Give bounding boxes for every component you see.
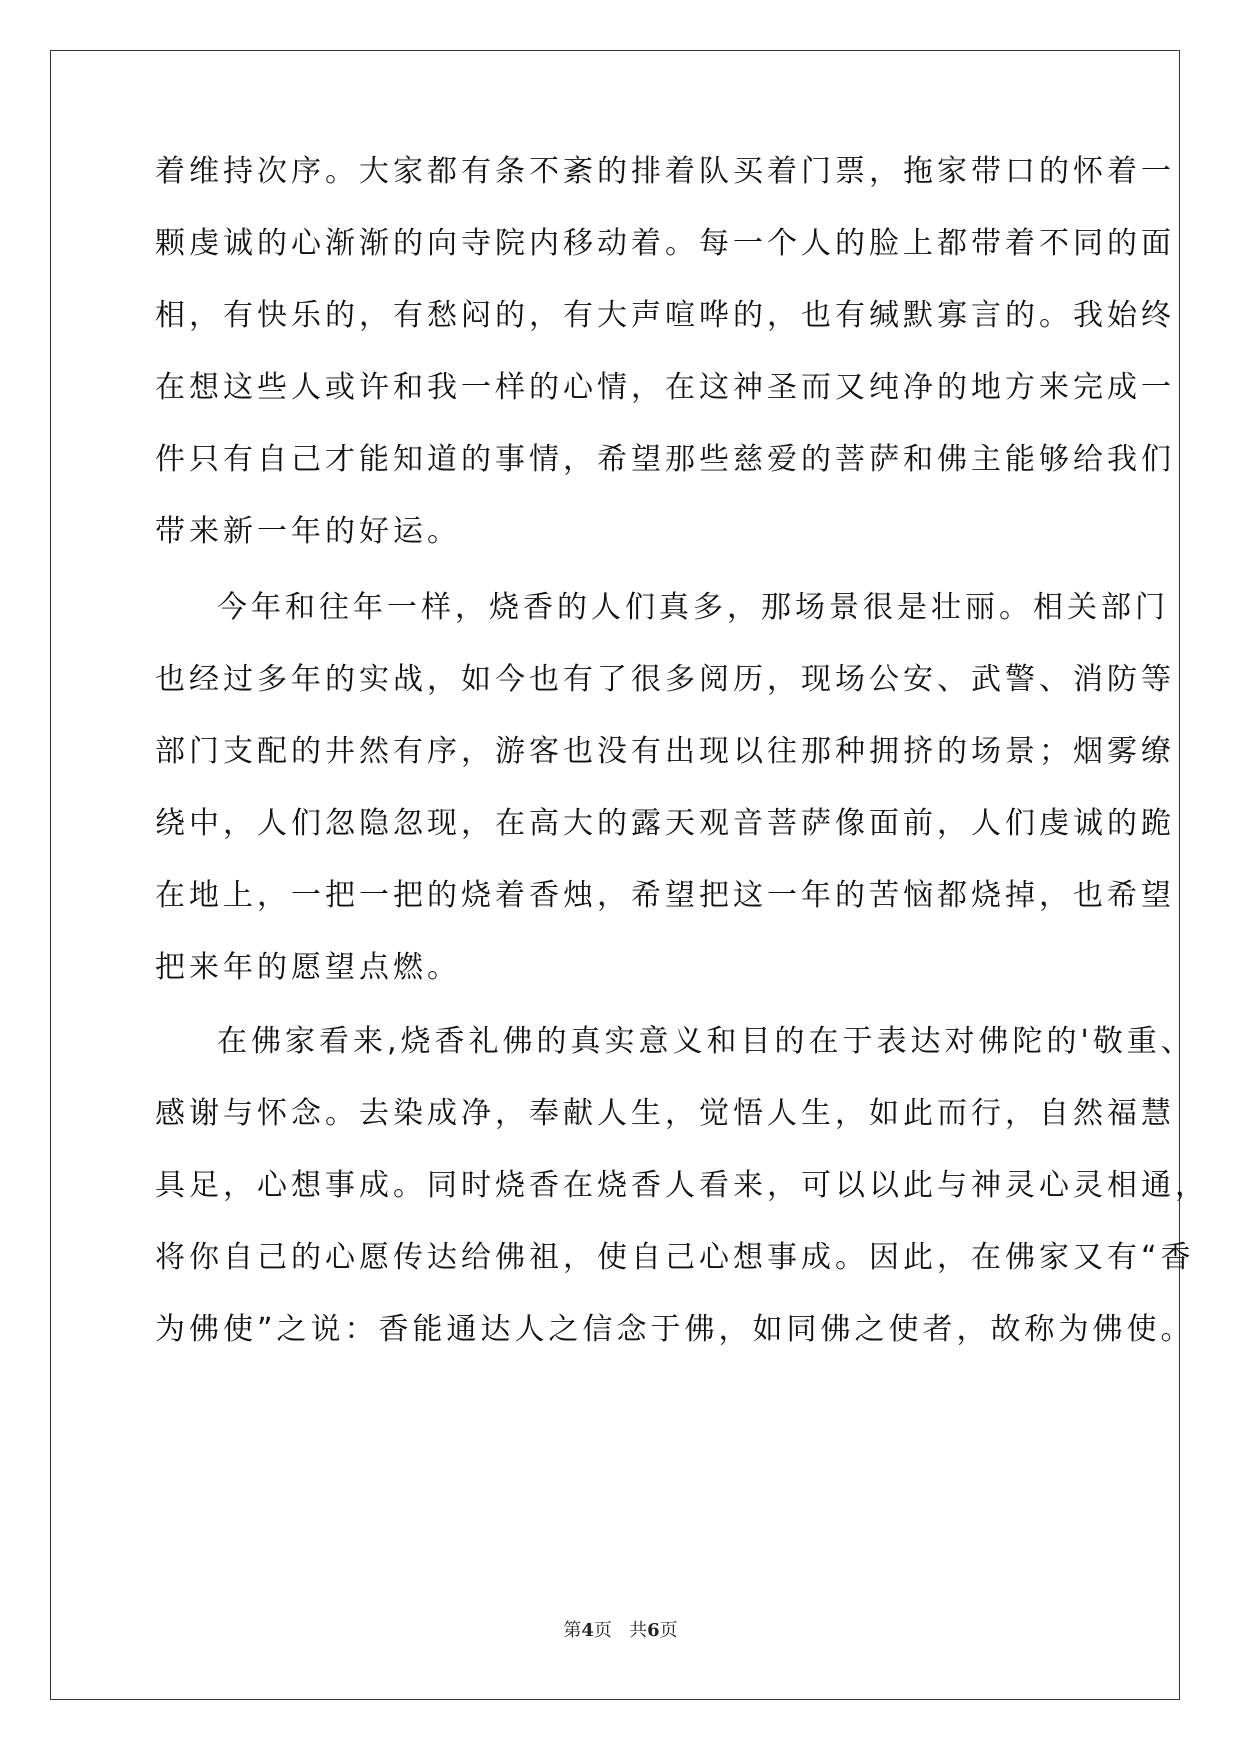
- text-line: 也经过多年的实战，如今也有了很多阅历，现场公安、武警、消防等: [155, 662, 1175, 697]
- footer-page-suffix: 页: [593, 1620, 612, 1641]
- current-page-number: 4: [581, 1620, 594, 1641]
- footer-prefix: 第: [563, 1620, 582, 1641]
- text-line: 在地上，一把一把的烧着香烛，希望把这一年的苦恼都烧掉，也希望: [155, 878, 1175, 913]
- text-line: 为佛使”之说：香能通达人之信念于佛，如同佛之使者，故称为佛使。: [155, 1312, 1195, 1347]
- text-line: 相，有快乐的，有愁闷的，有大声喧哗的，也有缄默寡言的。我始终: [155, 298, 1175, 333]
- total-page-count: 6: [647, 1620, 660, 1641]
- text-line: 在想这些人或许和我一样的心情，在这神圣而又纯净的地方来完成一: [155, 370, 1175, 405]
- text-line: 件只有自己才能知道的事情，希望那些慈爱的菩萨和佛主能够给我们: [155, 442, 1175, 477]
- text-line: 带来新一年的好运。: [155, 514, 461, 549]
- text-line: 部门支配的井然有序，游客也没有出现以往那种拥挤的场景；烟雾缭: [155, 734, 1175, 769]
- text-line: 具足，心想事成。同时烧香在烧香人看来，可以以此与神灵心灵相通，: [155, 1168, 1209, 1203]
- text-line: 把来年的愿望点燃。: [155, 950, 461, 985]
- page-footer: [0, 1616, 1241, 1642]
- text-line: 将你自己的心愿传达给佛祖，使自己心想事成。因此，在佛家又有“香: [155, 1240, 1195, 1275]
- text-line: 着维持次序。大家都有条不紊的排着队买着门票，拖家带口的怀着一: [155, 154, 1175, 189]
- paragraph-first-line: 今年和往年一样，烧香的人们真多，那场景很是壮丽。相关部门: [217, 590, 1169, 625]
- text-line: 颗虔诚的心渐渐的向寺院内移动着。每一个人的脸上都带着不同的面: [155, 226, 1175, 261]
- footer-total-prefix: 共: [629, 1620, 648, 1641]
- paragraph-first-line: 在佛家看来,烧香礼佛的真实意义和目的在于表达对佛陀的'敬重、: [217, 1024, 1195, 1059]
- text-line: 绕中，人们忽隐忽现，在高大的露天观音菩萨像面前，人们虔诚的跪: [155, 806, 1175, 841]
- text-line: 感谢与怀念。去染成净，奉献人生，觉悟人生，如此而行，自然福慧: [155, 1096, 1175, 1131]
- footer-total-suffix: 页: [659, 1620, 678, 1641]
